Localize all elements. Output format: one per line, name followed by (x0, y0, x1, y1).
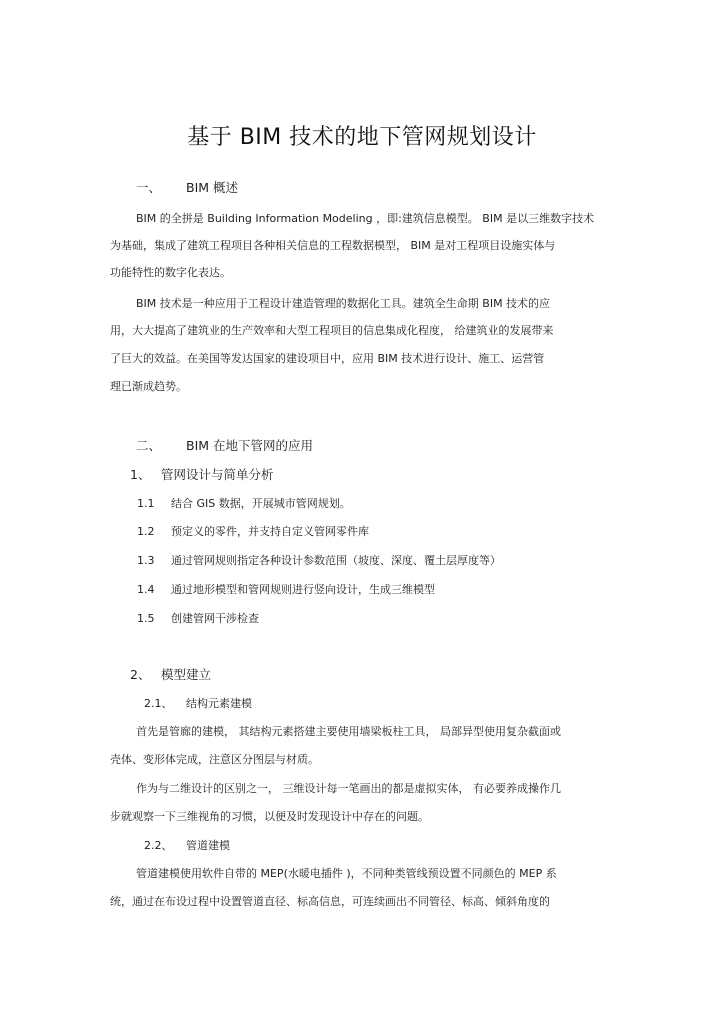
s1-para1-line2: 为基础，集成了建筑工程项目各种相关信息的工程数据模型， BIM 是对工程项目设施实体与 (110, 239, 556, 252)
s21-para2-line1: 作为与二维设计的区别之一， 三维设计每一笔画出的都是虚拟实体， 有必要养成操作几 (136, 782, 561, 795)
s21-para1-line1: 首先是管廊的建模， 其结构元素搭建主要使用墙梁板柱工具， 局部异型使用复杂截面或 (136, 725, 561, 738)
section2-heading: BIM 在地下管网的应用 (186, 438, 314, 453)
sub2-1-number: 2.1、 (144, 697, 173, 710)
s1-para2-line1: BIM 技术是一种应用于工程设计建造管理的数据化工具。建筑全生命期 BIM 技术的应 (136, 297, 551, 310)
item-1-2-text: 预定义的零件，并支持自定义管网零件库 (171, 525, 369, 538)
sub1-heading: 管网设计与简单分析 (161, 467, 274, 482)
s21-para2-line2: 步就观察一下三维视角的习惯，以便及时发现设计中存在的问题。 (110, 810, 429, 823)
document-title: 基于 BIM 技术的地下管网规划设计 (187, 125, 537, 150)
s1-para2-line2: 用，大大提高了建筑业的生产效率和大型工程项目的信息集成化程度， 给建筑业的发展带来 (110, 324, 554, 337)
sub2-number: 2、 (130, 667, 151, 682)
item-1-2-number: 1.2 (137, 525, 155, 538)
item-1-3-number: 1.3 (137, 554, 155, 567)
s22-para1-line1: 管道建模使用软件自带的 MEP(水暖电插件 )，不同种类管线预设置不同颜色的 MEP 系 (136, 867, 557, 880)
sub2-heading: 模型建立 (161, 667, 212, 682)
item-1-1-text: 结合 GIS 数据，开展城市管网规划。 (171, 497, 351, 510)
item-1-3-text: 通过管网规则指定各种设计参数范围（坡度、深度、覆土层厚度等） (171, 554, 501, 567)
item-1-5-number: 1.5 (137, 612, 155, 625)
item-1-5-text: 创建管网干涉检查 (171, 612, 259, 625)
item-1-4-number: 1.4 (137, 583, 155, 596)
s1-para2-line3: 了巨大的效益。在美国等发达国家的建设项目中，应用 BIM 技术进行设计、施工、运营管 (110, 352, 545, 365)
sub1-number: 1、 (130, 467, 151, 482)
s1-para1-line1: BIM 的全拼是 Building Information Modeling ，即:建筑信息模型。 BIM 是以三维数字技术 (136, 212, 595, 225)
sub2-2-number: 2.2、 (144, 839, 173, 852)
sub2-1-heading: 结构元素建模 (186, 697, 252, 710)
s1-para2-line4: 理已渐成趋势。 (110, 380, 187, 393)
s22-para1-line2: 统，通过在布设过程中设置管道直径、标高信息，可连续画出不同管径、标高、倾斜角度的 (110, 895, 550, 908)
item-1-1-number: 1.1 (137, 497, 155, 510)
section2-number: 二、 (136, 438, 162, 453)
sub2-2-heading: 管道建模 (186, 839, 230, 852)
s1-para1-line3: 功能特性的数字化表达。 (110, 266, 231, 279)
item-1-4-text: 通过地形模型和管网规则进行竖向设计，生成三维模型 (171, 583, 435, 596)
section1-heading: BIM 概述 (186, 180, 239, 195)
section1-number: 一、 (136, 180, 162, 195)
s21-para1-line2: 壳体、变形体完成，注意区分图层与材质。 (110, 753, 319, 766)
